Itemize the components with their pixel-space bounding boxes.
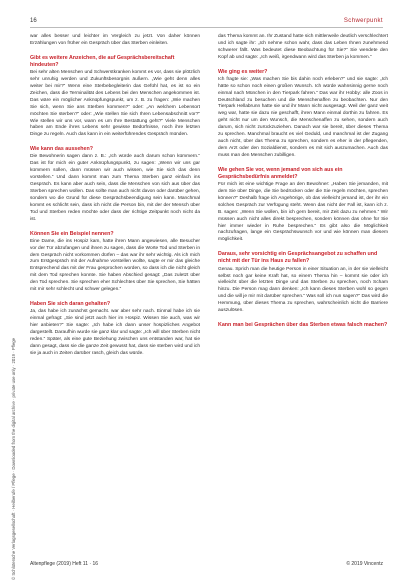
section-answer-paragraph: Bei sehr alten Menschen und Schwerstkranken kommt es vor, dass sie plötzlich sehr unruhig werden und Zukunftsbesorgnis äußern. „Wie geht denn alles weiter bei mir?“ Wenn eine Sterbebegleiterin das Gefühl hat, es ist so ein Zeichen, dass die Terminalität des Lebens bei den Menschen angekommen ist. Das wäre ein möglicher Anknüpfungspunkt, um z. B. zu fragen: „Wie machen Sie sich, wenn Sie ans Sterben kommen?“ oder: „An welchem Lebensort möchten Sie sterben?“ oder: „Wie stellen Sie sich Ihren Lebensabschnitt vor?“ Wie stellen wir uns vor, wann es um Ihre Bestattung geht?“ Viele Menschen haben am Ende ihres Lebens sehr gewisse Bedürfnisse, noch ihre letzten Dinge zu regeln. Auch das kann in ein weiterführendes Gespräch münden.: [30, 70, 200, 138]
left-section-4: [30, 301, 200, 358]
section-question-heading: Wie gehen Sie vor, wenn jemand von sich aus ein Gesprächsbedürfnis anmeldet?: [218, 166, 343, 180]
page-number: 16: [30, 18, 37, 24]
section-answer-paragraph: Genau. Sprich man die heutige Person in einer Situation an, in der sie vielleicht selbst noch gar keine Kraft hat, so einem Thema hin – kommt sie oder ich vielleicht über die letzten Dinge und das Sterben zu sprechen, noch Scham hinzu. Die Person mag dann denken: „Ich kann dieses Sterben wohl so gegen und die will je mir mit darüber sprechen.“ Was soll ich nun sagen?“ Das wird die Hemmung, über dieses Thema zu sprechen, wahrscheinlich nicht die Barriere auszulösen.: [218, 266, 388, 314]
section-question-heading: Kann man bei Gesprächen über das Sterben etwas falsch machen?: [218, 322, 388, 329]
right-section-2: [218, 167, 388, 245]
left-column: [30, 34, 200, 358]
footer-copyright: © 2019 Vincentz: [346, 561, 383, 567]
header-rule: [30, 27, 383, 28]
vertical-margin-strip: [2, 10, 16, 580]
section-answer-paragraph: Die Bewohnerin sagen dann z. B.: „Ich würde auch darum schon kümmern.“ Das ist für mich ein guter Anknüpfungspunkt, zu sagen: „Wenn wir uns gar kümmern sollen, dann müssen wir auch wissen, wie Sie sich das denn vorstellen.“ Und dann kommt man zum Thema Sterben ganz einfach ins Gespräch. Es kann aber auch sein, dass die Menschen von sich aus über das Sterben sprechen wollen. Das sollte man auch nicht davon oder darüber gehen, sondern wo die Grund für diese Gesprächsbeendigung sein kann. Manchmal kommt es schlicht sein, dass ich nicht die Person bin, mit der der Mensch über Tod und Sterben reden möchte oder dass der richtige Zeitpunkt noch nicht da ist.: [30, 154, 200, 222]
right-intro-paragraph: das Thema kommt an. Ihr Zustand hatte sich mittlerweile deutlich verschlechtert und ich sagte ihr: „Ich nehme schon wahr, dass das Leben Ihnen zunehmend schwerer fällt. Was bedeutet diese Beobachtung für Sie?“ Sie wendete den Kopf ab und sagte: „Ich weiß, irgendwann wird das Sterben ja kommen.“: [218, 34, 388, 60]
left-section-1: [30, 55, 200, 139]
left-section-2: [30, 146, 200, 223]
right-section-3: [218, 251, 388, 315]
section-question-heading: Gibt es weitere Anzeichen, die auf Gesprächsbereitschaft hindeuten?: [30, 54, 175, 69]
right-section-1: [218, 69, 388, 160]
section-answer-paragraph: Für mich ist eine wichtige Frage an den Bewohner: „Haben Sie jemanden, mit dem Sie über Dinge, die Sie bedrücken oder die Sie regeln möchten, sprechen können?“ Deshalb frage ich Angehörige, ob das vielleicht jemand ist, der ihr ein solches Gespräch zur Verfügung steht. Wenn das nicht der Fall ist, kann ich z. B. sagen: „Wenn Sie wollen, bin ich gern bereit, mir Zeit dazu zu nehmen.“ Wir müssen auch nicht alles direkt besprechen, sondern können das ohne für Sie hier immer wieder in Ruhe besprechen.“ Es gibt also die Möglichkeit nachzufragen, lange ein Gesprächswunsch vor und wie können man diesem möglichkeit.: [218, 182, 388, 243]
running-head: Schwerpunkt: [343, 18, 383, 24]
left-section-3: [30, 231, 200, 294]
vertical-margin-text: © Schlütersche Verlagsgesellschaft · Heilberufe / Pflege · Downloaded from the digital archive · private use only · 2019 · Pflege: [11, 337, 16, 580]
footer-citation: Altenpflege (2019) Heft 11 · 16: [30, 561, 99, 567]
left-intro-paragraph: war alles besser und leichter im Vergleich zu jetzt. Von daher können Erzählungen von früher ein Gespräch über das Sterben einleiten.: [30, 34, 200, 46]
section-answer-paragraph: Ja, das habe ich zunächst gemacht. war aber sehr nach. Einmal habe ich sie einmal gefragt: „Sie sind jetzt auch hier im Hospiz. Wissen Sie auch, was wir hier anbieten?“ Sie sagte: „Ich habe ich dann unser hospizliches Angebot dargestellt. Daraufhin wurde sie ganz klar und sagte: „Ich will über Sterben nicht reden.“ Später, als eine gute Beziehung zwischen uns entstanden war, hat sie dann gesagt, dass sie die ganze Zeit gewusst hat, dass sie sterben wird und ich sie ja auch in Zeiten darüber rasch, gleich das würde.: [30, 309, 200, 356]
section-answer-paragraph: Eine Dame, die ins Hospiz kam, hatte ihren Mann angewiesen, alle Besucher vor der Tür abzufangen und ihnen zu sagen, dass die Worte Tod und Sterben in dem Gespräch nicht vorkommen dürfen – das war ihr sehr wichtig. Als ich mich zum Erstgespräch mit der Aufnahme vorstellen wollte, sagte er mir das gleiche Entsprechend das mit der Frau gesprochen worden, so dass ich die nicht gleich mit dem Tod sprechen konnte. Sie haben Abschied gesagt: „Das zuletzt über den Tod sprechen. Sie sprechen eher Schlechtes über Sie sprechen, Sie hätten mit mir sehr schlecht und schwer gelegen.“: [30, 238, 200, 293]
right-column: [218, 34, 388, 330]
section-question-heading: Daraus, sehr vorsichtig ein Gesprächsangebot zu schaffen und nicht mit der Tür ins Haus zu fallen?: [218, 251, 378, 265]
right-section-4: [218, 322, 388, 329]
section-question-heading: Können Sie ein Beispiel nennen?: [30, 230, 114, 237]
section-question-heading: Wie kann das aussehen?: [30, 146, 93, 153]
section-answer-paragraph: Ich fragte sie: „Was machen Sie bis dahin noch erleben?“ und sie sagte: „Ich hätte so schon noch einen großen Wunsch. Ich würde wahnsinnig gerne noch einmal nach München in den Tierpark fahren.“ Das war ihr Hobby: alle Zoos in Deutschland zu besuchen und die Menschenaffen zu beobachten. Nur den Tierpark Hellabrunn hatte sie und ihr Mann nicht ausgesagt. Weil der ganz weit weg war, hatte sie dazu nie geschafft, ihren Mann einmal dorthin zu fahren. Es geht nicht nur um den Wunsch, die Menschenaffen zu sehen, sondern auch darum, sich nicht zurückzuziehen. Danach war sie bereit, über dieses Thema zu sprechen. Manchmal braucht es viel Geduld, und manchmal ist der Zugang auch nicht, über das Thema zu sprechen, sondern es eher in der pflegenden, dem Arzt oder den Sozialdienst, sondern es mit sich auszumachen. Auch das muss man den Menschen zubilligen.: [218, 76, 388, 158]
section-question-heading: Haben Sie sich daran gehalten?: [30, 301, 111, 307]
section-question-heading: Wie ging es weiter?: [218, 68, 268, 75]
